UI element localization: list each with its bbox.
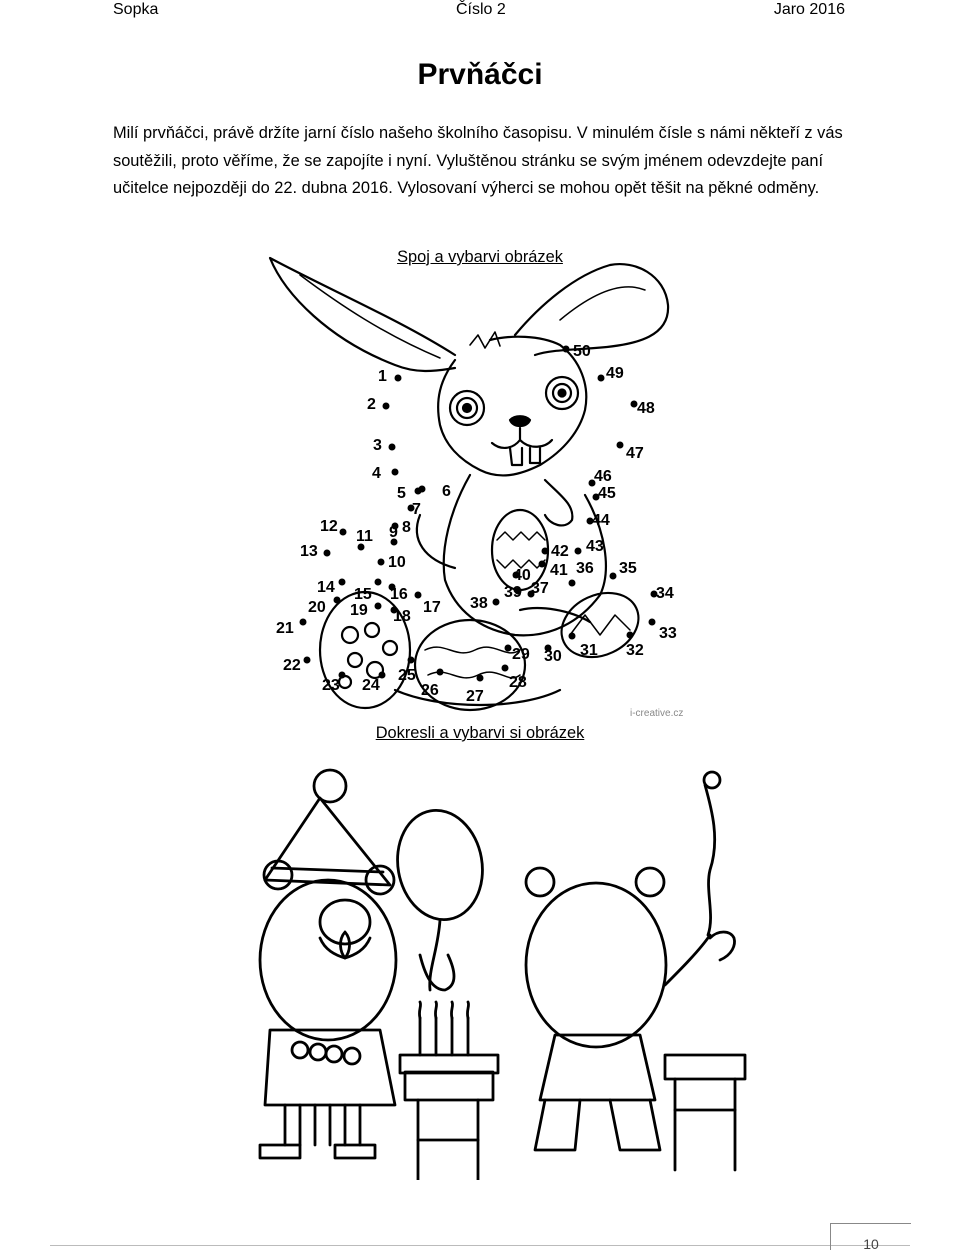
header-season: Jaro 2016 <box>773 1 845 18</box>
dot-number-13: 13 <box>300 543 318 560</box>
dot-number-23: 23 <box>322 677 340 694</box>
dot-number-49: 49 <box>606 365 624 382</box>
dot-point-50 <box>563 346 570 353</box>
dot-number-43: 43 <box>586 538 604 555</box>
second-stool-with-cake <box>665 1055 745 1170</box>
section-label-draw-and-color: Dokresli a vybarvi si obrázek <box>375 724 585 742</box>
dot-point-49 <box>598 375 605 382</box>
dot-point-38 <box>493 599 500 606</box>
bears-coloring-illustration <box>0 760 960 1180</box>
illustration-credit: i-creative.cz <box>630 708 684 719</box>
header-issue: Číslo 2 <box>456 1 506 18</box>
dot-point-36 <box>569 580 576 587</box>
dot-point-32 <box>627 632 634 639</box>
dot-number-39: 39 <box>504 584 522 601</box>
right-bear-figure <box>526 772 734 1150</box>
stool-with-cake <box>400 1002 498 1180</box>
dot-point-28 <box>502 665 509 672</box>
dot-number-38: 38 <box>470 595 488 612</box>
dot-point-3 <box>389 444 396 451</box>
header-magazine-name: Sopka <box>113 1 159 18</box>
dot-number-17: 17 <box>423 599 441 616</box>
dot-point-1 <box>395 375 402 382</box>
dot-point-10 <box>378 559 385 566</box>
dot-point-17 <box>415 592 422 599</box>
dot-point-6 <box>419 486 426 493</box>
dot-number-30: 30 <box>544 648 562 665</box>
dot-number-4: 4 <box>372 465 381 482</box>
dot-number-42: 42 <box>551 543 569 560</box>
dot-number-7: 7 <box>412 501 421 518</box>
dot-point-15 <box>375 579 382 586</box>
dot-number-5: 5 <box>397 485 406 502</box>
dot-point-13 <box>324 550 331 557</box>
dot-point-35 <box>610 573 617 580</box>
dot-number-24: 24 <box>362 677 380 694</box>
dot-number-27: 27 <box>466 688 484 705</box>
dot-number-1: 1 <box>378 368 387 385</box>
dot-number-31: 31 <box>580 642 598 659</box>
dot-number-46: 46 <box>594 468 612 485</box>
dot-number-34: 34 <box>656 585 674 602</box>
dot-point-12 <box>340 529 347 536</box>
dot-point-19 <box>375 603 382 610</box>
dot-number-41: 41 <box>550 562 568 579</box>
dot-number-33: 33 <box>659 625 677 642</box>
dot-point-42 <box>542 548 549 555</box>
dot-number-19: 19 <box>350 602 368 619</box>
dot-number-21: 21 <box>276 620 294 637</box>
dot-number-47: 47 <box>626 445 644 462</box>
dot-number-2: 2 <box>367 396 376 413</box>
page-number: 10 <box>863 1236 879 1252</box>
dot-point-33 <box>649 619 656 626</box>
dot-point-47 <box>617 442 624 449</box>
dot-number-28: 28 <box>509 674 527 691</box>
dot-number-45: 45 <box>598 485 616 502</box>
dot-number-36: 36 <box>576 560 594 577</box>
dot-point-27 <box>477 675 484 682</box>
dot-number-48: 48 <box>637 400 655 417</box>
dot-point-2 <box>383 403 390 410</box>
dot-point-29 <box>505 645 512 652</box>
dot-point-20 <box>334 597 341 604</box>
page-title: Prvňáčci <box>417 58 543 91</box>
dot-number-3: 3 <box>373 437 382 454</box>
dot-number-35: 35 <box>619 560 637 577</box>
dot-number-10: 10 <box>388 554 406 571</box>
dot-number-50: 50 <box>573 343 591 360</box>
dot-number-25: 25 <box>398 667 416 684</box>
dot-number-16: 16 <box>390 586 408 603</box>
dot-number-11: 11 <box>356 528 373 545</box>
dot-point-41 <box>539 561 546 568</box>
dot-number-20: 20 <box>308 599 326 616</box>
dot-point-31 <box>569 633 576 640</box>
dot-number-26: 26 <box>421 682 439 699</box>
dot-to-dot-bunny-illustration <box>0 250 960 720</box>
dot-number-32: 32 <box>626 642 644 659</box>
dot-point-25 <box>408 657 415 664</box>
dot-number-29: 29 <box>512 646 530 663</box>
dot-number-6: 6 <box>442 483 451 500</box>
section-label-connect-dots: Spoj a vybarvi obrázek <box>397 248 563 266</box>
dot-point-21 <box>300 619 307 626</box>
dot-number-15: 15 <box>354 586 372 603</box>
dot-number-22: 22 <box>283 657 301 674</box>
dot-number-14: 14 <box>317 579 335 596</box>
dot-number-40: 40 <box>513 567 531 584</box>
intro-paragraph: Milí prvňáčci, právě držíte jarní číslo našeho školního časopisu. V minulém čísle s námi někteří z vás soutěžili, proto věříme, že se zapojíte i nyní. Vyluštěnou stránku se svým jménem odevzdejte paní učitelce nejpozději do 22. dubna 2016. Vylosovaní výherci se mohou opět těšit na pěkné odměny. <box>113 124 843 198</box>
dot-point-22 <box>304 657 311 664</box>
dot-number-12: 12 <box>320 518 338 535</box>
dot-number-9: 9 <box>389 524 398 541</box>
dot-point-43 <box>575 548 582 555</box>
dot-point-14 <box>339 579 346 586</box>
dot-point-26 <box>437 669 444 676</box>
dot-point-4 <box>392 469 399 476</box>
dot-number-18: 18 <box>393 608 411 625</box>
page-number-box <box>830 1223 911 1250</box>
page-header <box>0 0 960 24</box>
dot-number-8: 8 <box>402 519 411 536</box>
footer-rule <box>50 1245 910 1246</box>
dot-number-44: 44 <box>592 512 610 529</box>
dot-number-37: 37 <box>531 580 549 597</box>
